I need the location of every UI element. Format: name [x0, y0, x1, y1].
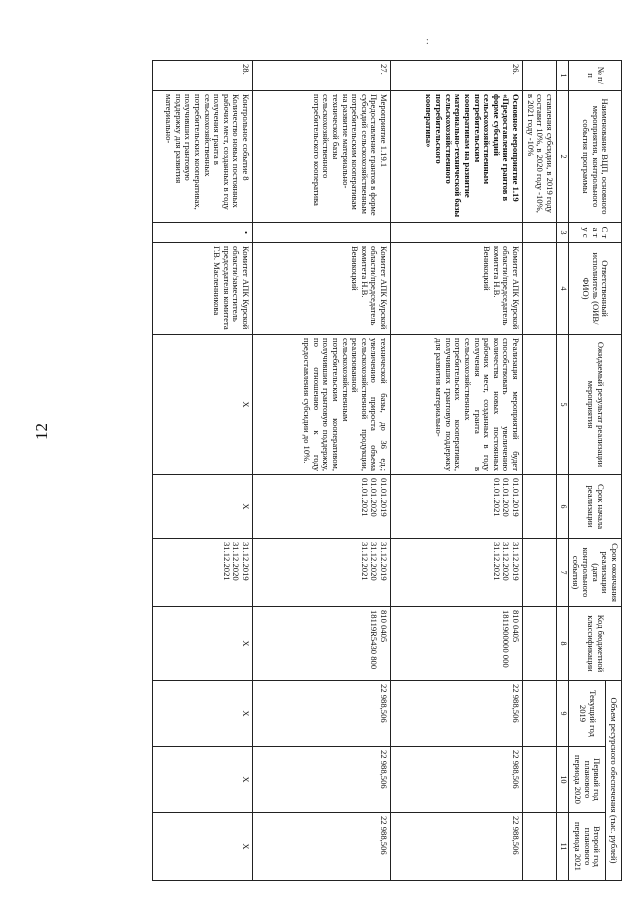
row-y3: 22 988,506	[253, 813, 391, 881]
col-number: 11	[556, 813, 568, 881]
row-y2: Х	[153, 747, 253, 813]
col-number: 1	[556, 61, 568, 91]
col-result-header: Ожидаемый результат реализации мероприятия	[568, 335, 621, 475]
row-start: 01.01.2019 01.01.2020 01.01.2021	[253, 475, 391, 539]
col-start-header: Срок начала реализации	[568, 475, 621, 539]
col-funding-group-header: Объем ресурсного обеспечения (тыс. рублей)	[605, 681, 621, 881]
header-row	[605, 61, 621, 881]
row-executor: Комитет АПК Курской области/председатель комитета Н.В. Веникоцкий	[391, 243, 523, 335]
row-status	[391, 223, 523, 243]
row-executor	[523, 243, 557, 335]
row-result: Х	[153, 335, 253, 475]
row-y2	[523, 747, 557, 813]
row-y3: 22 988,506	[391, 813, 523, 881]
row-number: 26.	[391, 61, 523, 91]
col-exec-header: Ответственный исполнитель (ОИВ/ФИО)	[568, 243, 621, 335]
row-y1: Х	[153, 681, 253, 747]
row-number	[523, 61, 557, 91]
row-name: Основное мероприятие 1.19 «Предоставление грантов в форме субсидий сельскохозяйственным потребительским кооперативам на развитие материально-технической базы сельскохозяйственного потребительского кооператива»	[391, 91, 523, 223]
col-end-header: Срок окончания реализации (дата контрольного события)	[568, 539, 621, 607]
col-y2-header: Первый год планового периода 2020	[568, 747, 605, 813]
row-y3: Х	[153, 813, 253, 881]
row-kbk: 810 0405 1811900000 000	[391, 607, 523, 681]
row-status	[523, 223, 557, 243]
col-number: 10	[556, 747, 568, 813]
row-kbk: Х	[153, 607, 253, 681]
row-name: Мероприятие 1.19.1 Предоставление грантов в форме субсидий сельскохозяйственным потребительским кооперативам на развитие материально-технической базы сельскохозяйственного потребительского кооператива	[253, 91, 391, 223]
col-number: 5	[556, 335, 568, 475]
row-y1	[523, 681, 557, 747]
row-end: 31.12.2019 31.12.2020 31.12.2021	[153, 539, 253, 607]
col-number: 7	[556, 539, 568, 607]
row-result: технической базы, до 36 ед.; увеличению прироста объема сельскохозяйственной продукции, реализованной сельскохозяйственным потребительским кооперативом, получившим грантовую поддержку, по отношению к году предоставления субсидии до 10%.	[253, 335, 391, 475]
col-number: 9	[556, 681, 568, 747]
row-y1: 22 988,506	[391, 681, 523, 747]
row-kbk: 810 0405 18119R5430 800	[253, 607, 391, 681]
row-executor: Комитет АПК Курской области/заместитель председателя комитета Г.В. Масленникова	[153, 243, 253, 335]
row-end: 31.12.2019 31.12.2020 31.12.2021	[391, 539, 523, 607]
page-number: 12	[32, 423, 51, 440]
col-number: 3	[556, 223, 568, 243]
col-name-header: Наименование ВЦП, основного мероприятия, контрольного события программы	[568, 91, 621, 223]
row-executor: Комитет АПК Курской области/председатель комитета Н.В. Веникоцкий	[253, 243, 391, 335]
table-row	[391, 61, 523, 881]
col-y1-header: Текущий год 2019	[568, 681, 605, 747]
row-result	[523, 335, 557, 475]
corner-mark: :	[426, 36, 429, 47]
row-y2: 22 988,506	[391, 747, 523, 813]
row-start: 01.01.2019 01.01.2020 01.01.2021	[391, 475, 523, 539]
col-number: 6	[556, 475, 568, 539]
row-result: Реализация мероприятий будет способствовать увеличению количества новых постоянных рабочих мест, созданных в году получения гранта в сельскохозяйственных потребительских кооперативах, получивших грантовую поддержку для развития материально-	[391, 335, 523, 475]
table-row	[253, 61, 391, 881]
row-name: ставления субсидии, в 2019 году составит 10%, в 2020 году -10%, в 2021 году -10%	[523, 91, 557, 223]
row-kbk	[523, 607, 557, 681]
row-start: Х	[153, 475, 253, 539]
col-number: 8	[556, 607, 568, 681]
program-table	[152, 60, 622, 881]
row-number: 28.	[153, 61, 253, 91]
col-number: 4	[556, 243, 568, 335]
row-end	[523, 539, 557, 607]
row-y3	[523, 813, 557, 881]
row-number: 27.	[253, 61, 391, 91]
rotated-table-stage	[142, 60, 622, 880]
col-num-header: № п/ п	[568, 61, 621, 91]
row-y1: 22 988,506	[253, 681, 391, 747]
row-name: Контрольное событие 8 Количество новых постоянных рабочих мест, созданных в году получения гранта в сельскохозяйственных потребительских кооперативах, получивших грантовую поддержку для развития материально-	[153, 91, 253, 223]
col-kbk-header: Код бюджетной классификации	[568, 607, 621, 681]
row-start	[523, 475, 557, 539]
col-y3-header: Второй год планового периода 2021	[568, 813, 605, 881]
row-status	[253, 223, 391, 243]
column-number-row	[556, 61, 568, 881]
col-number: 2	[556, 91, 568, 223]
row-status: •	[153, 223, 253, 243]
table-row	[153, 61, 253, 881]
row-y2: 22 988,506	[253, 747, 391, 813]
row-end: 31.12.2019 31.12.2020 31.12.2021	[253, 539, 391, 607]
col-status-header: С т а т у с	[568, 223, 621, 243]
table-row	[523, 61, 557, 881]
